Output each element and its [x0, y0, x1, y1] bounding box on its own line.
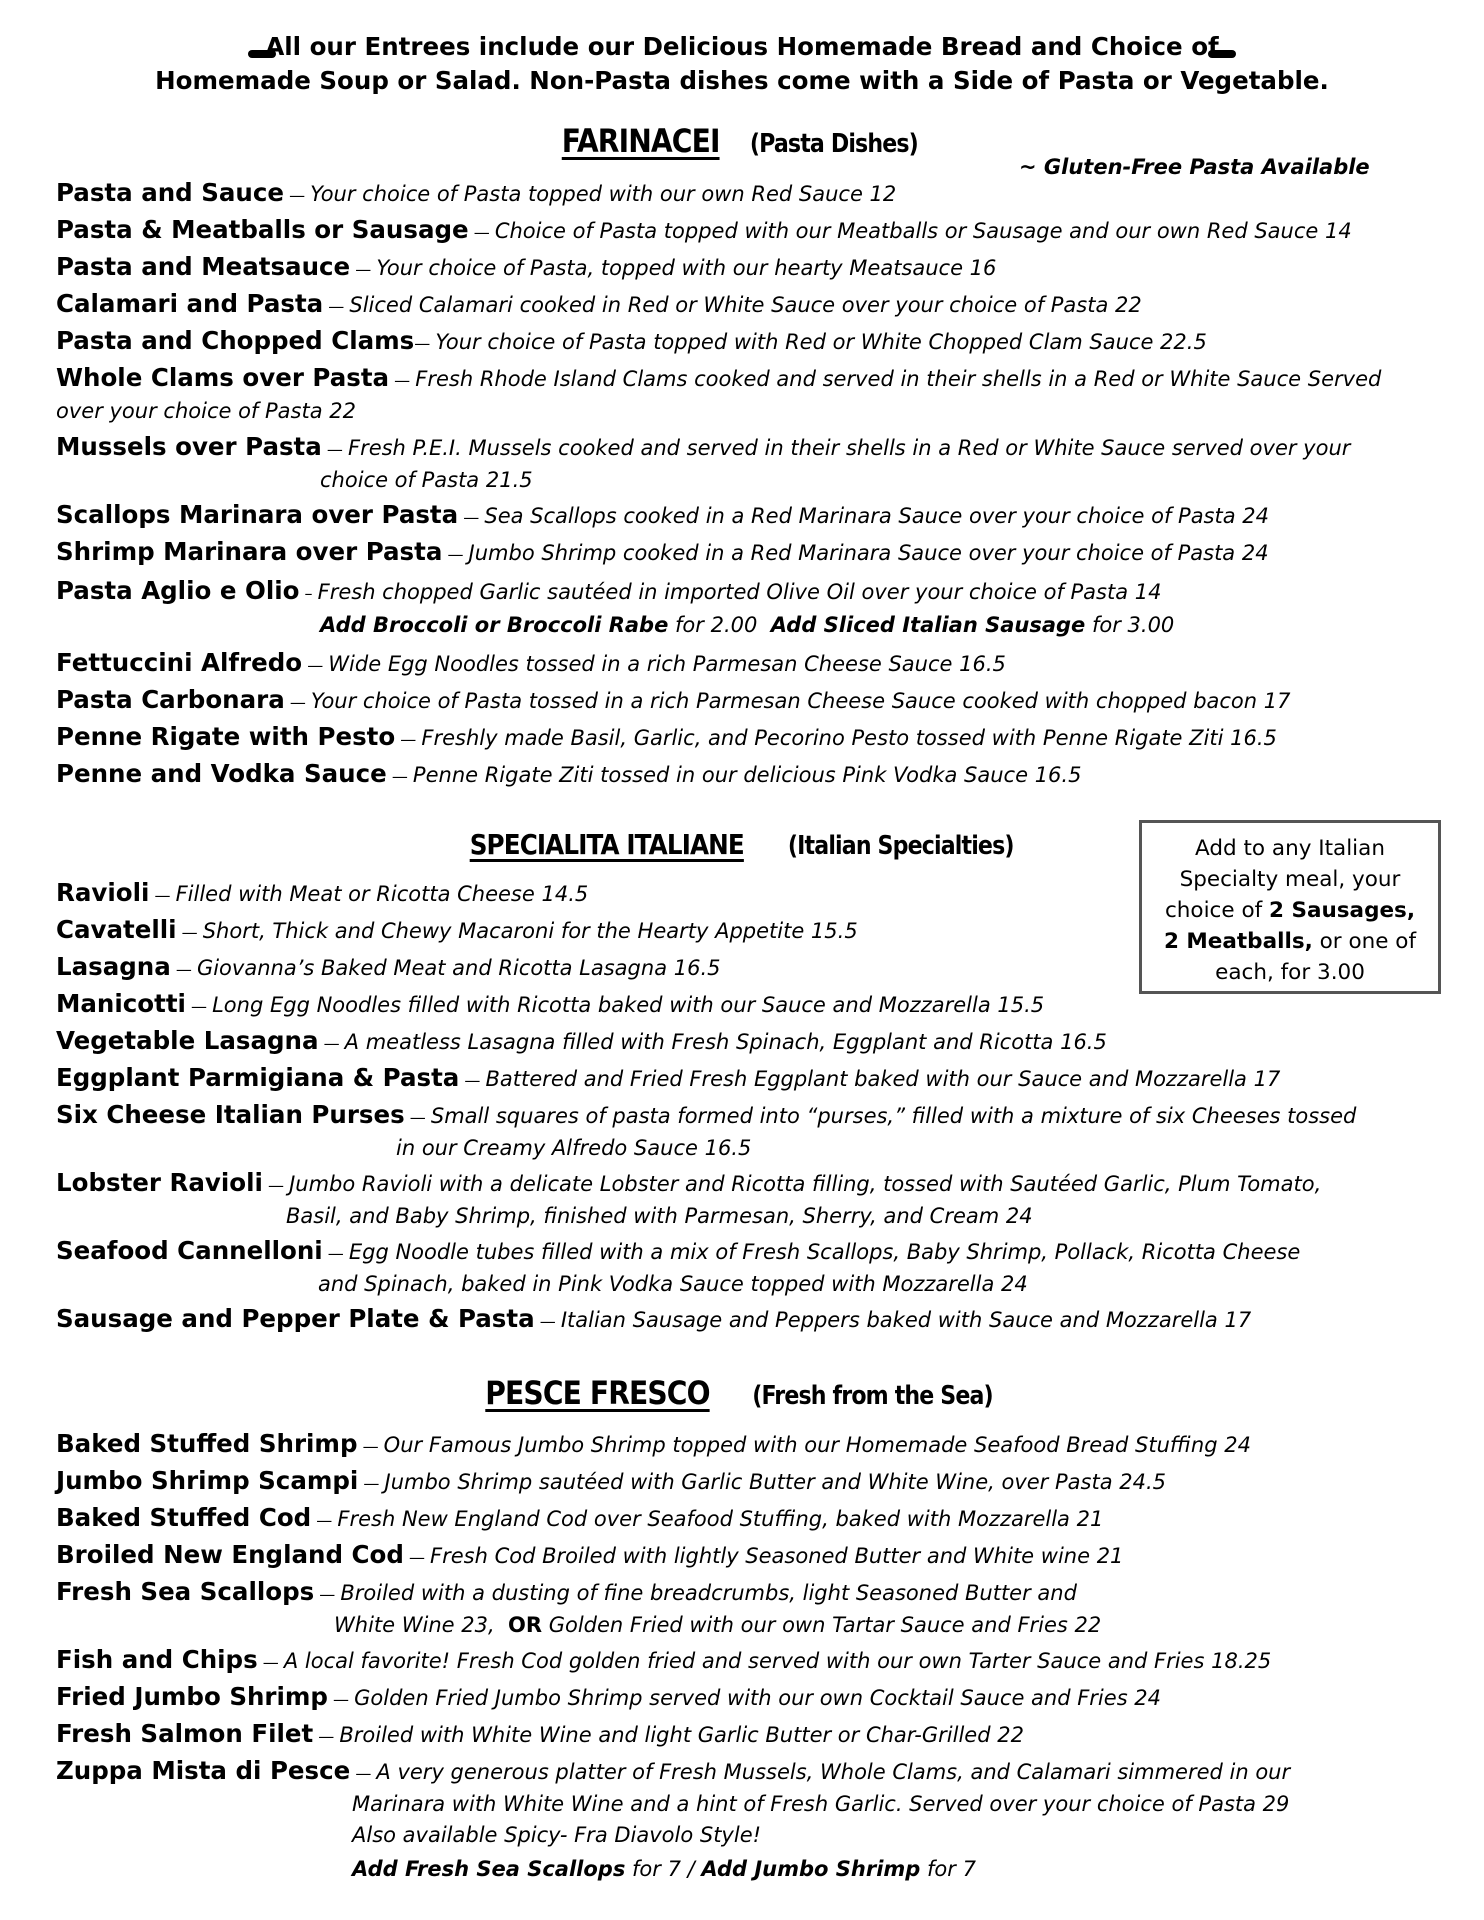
item-description: Jumbo Shrimp sautéed with Garlic Butter and White Wine, over Pasta 24.5	[384, 1470, 1167, 1494]
menu-item: Fish and Chips — A local favorite! Fresh Cod golden fried and served with our own Tarter Sauce and Fries 18.25	[56, 1645, 1272, 1674]
item-description: Wide Egg Noodles tossed in a rich Parmesan Cheese Sauce 16.5	[328, 652, 1006, 676]
item-description: Italian Sausage and Peppers baked with Sauce and Mozzarella 17	[560, 1308, 1252, 1332]
item-name: Whole Clams over Pasta	[56, 363, 390, 392]
pasta-addon-note	[320, 609, 1174, 642]
item-description-continued: Basil, and Baby Shrimp, finished with Parmesan, Sherry, and Cream 24	[286, 1204, 1033, 1228]
item-description: Broiled with White Wine and light Garlic Butter or Char-Grilled 22	[339, 1723, 1024, 1747]
item-description: Fresh Cod Broiled with lightly Seasoned Butter and White wine 21	[430, 1544, 1124, 1568]
item-name: Seafood Cannelloni	[56, 1236, 323, 1265]
item-name: Zuppa Mista di Pesce	[56, 1756, 351, 1785]
item-description-continued-2: Also available Spicy- Fra Diavolo Style!	[352, 1823, 762, 1847]
item-description: Jumbo Shrimp cooked in a Red Marinara Sauce over your choice of Pasta 24	[468, 541, 1269, 565]
seafood-addon-note	[352, 1853, 976, 1886]
item-name: Scallops Marinara over Pasta	[56, 500, 459, 529]
menu-item: Zuppa Mista di Pesce — A very generous platter of Fresh Mussels, Whole Clams, and Calamari simmered in our Marinara with White Wine and a hint of Fresh Garlic. Served over your choice of Pasta 29 Also available Spicy- Fra Diavolo Style!	[56, 1754, 1456, 1852]
farinacei-subtitle: (Pasta Dishes)	[750, 129, 919, 159]
item-description: A meatless Lasagna filled with Fresh Spinach, Eggplant and Ricotta 16.5	[344, 1030, 1107, 1054]
menu-item: Sausage and Pepper Plate & Pasta — Italian Sausage and Peppers baked with Sauce and Mozzarella 17	[56, 1304, 1252, 1333]
intro-line-1: All our Entrees include our Delicious Homemade Bread and Choice of	[265, 32, 1219, 61]
item-description: A local favorite! Fresh Cod golden fried and served with our own Tarter Sauce and Fries 18.25	[283, 1649, 1272, 1673]
item-description: Short, Thick and Chewy Macaroni for the Hearty Appetite 15.5	[202, 919, 858, 943]
item-name: Fish and Chips	[56, 1645, 258, 1674]
item-description: Penne Rigate Ziti tossed in our delicious Pink Vodka Sauce 16.5	[412, 763, 1082, 787]
item-description: Fresh chopped Garlic sautéed in imported Olive Oil over your choice of Pasta 14	[317, 580, 1162, 604]
addon-shrimp: Add Jumbo Shrimp	[701, 1857, 921, 1881]
item-name: Penne Rigate with Pesto	[56, 722, 396, 751]
item-name: Ravioli	[56, 878, 150, 907]
specialita-subtitle: (Italian Specialties)	[787, 831, 1014, 861]
menu-item: Seafood Cannelloni — Egg Noodle tubes filled with a mix of Fresh Scallops, Baby Shrimp, Pollack, Ricotta Cheese and Spinach, baked in Pink Vodka Sauce topped with Mozzarella 24	[56, 1234, 1456, 1301]
menu-item: Jumbo Shrimp Scampi — Jumbo Shrimp sautéed with Garlic Butter and White Wine, over Pasta 24.5	[56, 1466, 1167, 1495]
item-description: Battered and Fried Fresh Eggplant baked with our Sauce and Mozzarella 17	[485, 1067, 1281, 1091]
item-name: Fresh Sea Scallops	[56, 1577, 315, 1606]
item-description-continued: Marinara with White Wine and a hint of Fresh Garlic. Served over your choice of Pasta 29	[352, 1792, 1290, 1816]
intro-line-2: Homemade Soup or Salad. Non-Pasta dishes come with a Side of Pasta or Vegetable.	[155, 66, 1329, 95]
item-name: Baked Stuffed Cod	[56, 1503, 312, 1532]
item-name: Pasta and Meatsauce	[56, 252, 351, 281]
pesce-subtitle: (Fresh from the Sea)	[751, 1381, 993, 1411]
item-description: Sea Scallops cooked in a Red Marinara Sauce over your choice of Pasta 24	[484, 504, 1269, 528]
item-name: Fried Jumbo Shrimp	[56, 1682, 328, 1711]
item-name: Fettuccini Alfredo	[56, 648, 303, 677]
menu-item: Fresh Sea Scallops — Broiled with a dusting of fine breadcrumbs, light Seasoned Butter and White Wine 23, OR Golden Fried with our own Tartar Sauce and Fries 22	[56, 1575, 1456, 1642]
item-name: Six Cheese Italian Purses	[56, 1100, 405, 1129]
box-line-1: Add to any Italian	[1195, 836, 1385, 861]
menu-item: Ravioli — Filled with Meat or Ricotta Cheese 14.5	[56, 878, 589, 907]
item-name: Mussels over Pasta	[56, 432, 322, 461]
menu-item: Scallops Marinara over Pasta — Sea Scallops cooked in a Red Marinara Sauce over your choice of Pasta 24	[56, 500, 1269, 529]
item-description-continued: and Spinach, baked in Pink Vodka Sauce topped with Mozzarella 24	[318, 1272, 1028, 1296]
item-description: Jumbo Ravioli with a delicate Lobster and Ricotta filling, tossed with Sautéed Garlic, Plum Tomato,	[289, 1172, 1322, 1196]
addon-sausage: Add Sliced Italian Sausage	[770, 613, 1086, 637]
item-description: Your choice of Pasta topped with Red or White Chopped Clam Sauce 22.5	[435, 330, 1207, 354]
menu-item: Eggplant Parmigiana & Pasta — Battered and Fried Fresh Eggplant baked with our Sauce and Mozzarella 17	[56, 1063, 1281, 1092]
addon-broccoli: Add Broccoli or Broccoli Rabe	[320, 613, 669, 637]
item-name: Lobster Ravioli	[56, 1168, 263, 1197]
item-description: Fresh New England Cod over Seafood Stuffing, baked with Mozzarella 21	[337, 1507, 1104, 1531]
item-name: Cavatelli	[56, 915, 177, 944]
box-meatballs: 2 Meatballs,	[1163, 929, 1313, 954]
item-description: Your choice of Pasta tossed in a rich Parmesan Cheese Sauce cooked with chopped bacon 17	[310, 689, 1291, 713]
scallops-fried-text: Golden Fried with our own Tartar Sauce and Fries 22	[548, 1613, 1102, 1637]
item-name: Pasta & Meatballs or Sausage	[56, 215, 469, 244]
menu-item: Whole Clams over Pasta — Fresh Rhode Island Clams cooked and served in their shells in a Red or White Sauce Served over your choice of Pasta 22	[56, 361, 1456, 428]
item-description: Sliced Calamari cooked in Red or White Sauce over your choice of Pasta 22	[349, 293, 1142, 317]
menu-item: Lobster Ravioli — Jumbo Ravioli with a delicate Lobster and Ricotta filling, tossed with Sautéed Garlic, Plum Tomato, Basil, and Baby Shrimp, finished with Parmesan, Sherry, and Cream 24	[56, 1166, 1456, 1233]
box-sausages: 2 Sausages,	[1269, 898, 1416, 923]
box-line-4-text: or one of	[1319, 929, 1417, 954]
pesce-heading	[0, 1374, 1484, 1412]
item-description-continued: in our Creamy Alfredo Sauce 16.5	[396, 1136, 752, 1160]
menu-item: Penne Rigate with Pesto — Freshly made Basil, Garlic, and Pecorino Pesto tossed with Penne Rigate Ziti 16.5	[56, 722, 1277, 751]
item-description: Egg Noodle tubes filled with a mix of Fresh Scallops, Baby Shrimp, Pollack, Ricotta Cheese	[348, 1240, 1301, 1264]
box-line-2: Specialty meal, your	[1179, 867, 1401, 892]
menu-item: Fettuccini Alfredo — Wide Egg Noodles tossed in a rich Parmesan Cheese Sauce 16.5	[56, 648, 1006, 677]
menu-item: Mussels over Pasta — Fresh P.E.I. Mussels cooked and served in their shells in a Red or White Sauce served over your choice of Pasta 21.5	[56, 430, 1456, 497]
item-description-continued: over your choice of Pasta 22	[56, 399, 356, 423]
menu-item: Baked Stuffed Shrimp — Our Famous Jumbo Shrimp topped with our Homemade Seafood Bread Stuffing 24	[56, 1429, 1251, 1458]
item-name: Eggplant Parmigiana & Pasta	[56, 1063, 460, 1092]
item-description: Your choice of Pasta, topped with our hearty Meatsauce 16	[376, 256, 997, 280]
box-line-5: each, for 3.00	[1215, 960, 1365, 985]
item-description-continued: choice of Pasta 21.5	[320, 468, 533, 492]
addon-shrimp-price: for 7	[927, 1857, 976, 1881]
item-name: Lasagna	[56, 952, 171, 981]
menu-item: Shrimp Marinara over Pasta — Jumbo Shrimp cooked in a Red Marinara Sauce over your choice of Pasta 24	[56, 537, 1269, 566]
item-name: Pasta Aglio e Olio	[56, 576, 300, 605]
menu-item: Fried Jumbo Shrimp — Golden Fried Jumbo Shrimp served with our own Cocktail Sauce and Fries 24	[56, 1682, 1162, 1711]
menu-item: Vegetable Lasagna — A meatless Lasagna filled with Fresh Spinach, Eggplant and Ricotta 16.5	[56, 1026, 1107, 1055]
item-description: A very generous platter of Fresh Mussels, Whole Clams, and Calamari simmered in our	[376, 1760, 1291, 1784]
specialita-title: SPECIALITA ITALIANE	[469, 828, 744, 861]
menu-item: Six Cheese Italian Purses — Small squares of pasta formed into “purses,” filled with a mixture of six Cheeses tossed in our Creamy Alfredo Sauce 16.5	[56, 1098, 1456, 1165]
addon-broccoli-price: for 2.00	[675, 613, 758, 637]
item-description: Our Famous Jumbo Shrimp topped with our Homemade Seafood Bread Stuffing 24	[383, 1433, 1251, 1457]
item-description: Small squares of pasta formed into “purses,” filled with a mixture of six Cheeses tossed	[430, 1104, 1357, 1128]
menu-item: Fresh Salmon Filet — Broiled with White Wine and light Garlic Butter or Char-Grilled 22	[56, 1719, 1024, 1748]
item-name: Calamari and Pasta	[56, 289, 324, 318]
item-description: Fresh Rhode Island Clams cooked and served in their shells in a Red or White Sauce Served	[415, 367, 1382, 391]
item-name: Broiled New England Cod	[56, 1540, 404, 1569]
intro-text	[0, 30, 1484, 98]
box-line-3-text: choice of	[1164, 898, 1263, 923]
item-description: Giovanna’s Baked Meat and Ricotta Lasagna 16.5	[196, 956, 721, 980]
menu-item: Pasta and Chopped Clams— Your choice of Pasta topped with Red or White Chopped Clam Sauce 22.5	[56, 326, 1207, 355]
gluten-free-note: ~ Gluten-Free Pasta Available	[1019, 155, 1370, 179]
item-name: Pasta Carbonara	[56, 685, 285, 714]
item-name: Shrimp Marinara over Pasta	[56, 537, 443, 566]
item-description: Freshly made Basil, Garlic, and Pecorino Pesto tossed with Penne Rigate Ziti 16.5	[421, 726, 1277, 750]
scallops-broiled-text: White Wine 23,	[334, 1613, 495, 1637]
menu-item: Lasagna — Giovanna’s Baked Meat and Ricotta Lasagna 16.5	[56, 952, 721, 981]
item-name: Fresh Salmon Filet	[56, 1719, 314, 1748]
item-description: Fresh P.E.I. Mussels cooked and served in their shells in a Red or White Sauce served over your	[347, 436, 1351, 460]
item-name: Jumbo Shrimp Scampi	[56, 1466, 359, 1495]
menu-item: Cavatelli — Short, Thick and Chewy Macaroni for the Hearty Appetite 15.5	[56, 915, 858, 944]
item-name: Manicotti	[56, 989, 186, 1018]
menu-item: Pasta and Sauce — Your choice of Pasta topped with our own Red Sauce 12	[56, 178, 897, 207]
addon-scallops: Add Fresh Sea Scallops	[352, 1857, 626, 1881]
menu-item: Pasta & Meatballs or Sausage — Choice of Pasta topped with our Meatballs or Sausage and our own Red Sauce 14	[56, 215, 1352, 244]
item-name: Vegetable Lasagna	[56, 1026, 319, 1055]
item-description: Filled with Meat or Ricotta Cheese 14.5	[175, 882, 589, 906]
menu-item: Calamari and Pasta — Sliced Calamari cooked in Red or White Sauce over your choice of Pasta 22	[56, 289, 1142, 318]
item-description: Your choice of Pasta topped with our own Red Sauce 12	[310, 182, 897, 206]
or-text: OR	[508, 1613, 543, 1637]
item-name: Baked Stuffed Shrimp	[56, 1429, 358, 1458]
item-description: Golden Fried Jumbo Shrimp served with our own Cocktail Sauce and Fries 24	[354, 1686, 1162, 1710]
item-name: Pasta and Chopped Clams	[56, 326, 415, 355]
item-name: Sausage and Pepper Plate & Pasta	[56, 1304, 535, 1333]
farinacei-title: FARINACEI	[561, 122, 720, 160]
menu-item: Broiled New England Cod — Fresh Cod Broiled with lightly Seasoned Butter and White wine 21	[56, 1540, 1124, 1569]
item-description: Long Egg Noodles filled with Ricotta baked with our Sauce and Mozzarella 15.5	[212, 993, 1045, 1017]
menu-item: Penne and Vodka Sauce — Penne Rigate Ziti tossed in our delicious Pink Vodka Sauce 16.5	[56, 759, 1082, 788]
item-description: Choice of Pasta topped with our Meatballs or Sausage and our own Red Sauce 14	[494, 219, 1352, 243]
menu-item: Baked Stuffed Cod — Fresh New England Cod over Seafood Stuffing, baked with Mozzarella 21	[56, 1503, 1104, 1532]
item-description: Broiled with a dusting of fine breadcrumbs, light Seasoned Butter and	[340, 1581, 1077, 1605]
menu-item: Pasta Carbonara — Your choice of Pasta tossed in a rich Parmesan Cheese Sauce cooked with chopped bacon 17	[56, 685, 1291, 714]
item-description-continued	[56, 1609, 1456, 1642]
menu-item: Pasta and Meatsauce — Your choice of Pasta, topped with our hearty Meatsauce 16	[56, 252, 997, 281]
pesce-title: PESCE FRESCO	[485, 1374, 711, 1412]
menu-item: Manicotti — Long Egg Noodles filled with Ricotta baked with our Sauce and Mozzarella 15.5	[56, 989, 1045, 1018]
item-name: Pasta and Sauce	[56, 178, 284, 207]
menu-item: Pasta Aglio e Olio – Fresh chopped Garlic sautéed in imported Olive Oil over your choice of Pasta 14	[56, 576, 1162, 605]
item-name: Penne and Vodka Sauce	[56, 759, 387, 788]
addon-sausage-price: for 3.00	[1091, 613, 1175, 637]
addon-scallops-price: for 7 /	[632, 1857, 695, 1881]
